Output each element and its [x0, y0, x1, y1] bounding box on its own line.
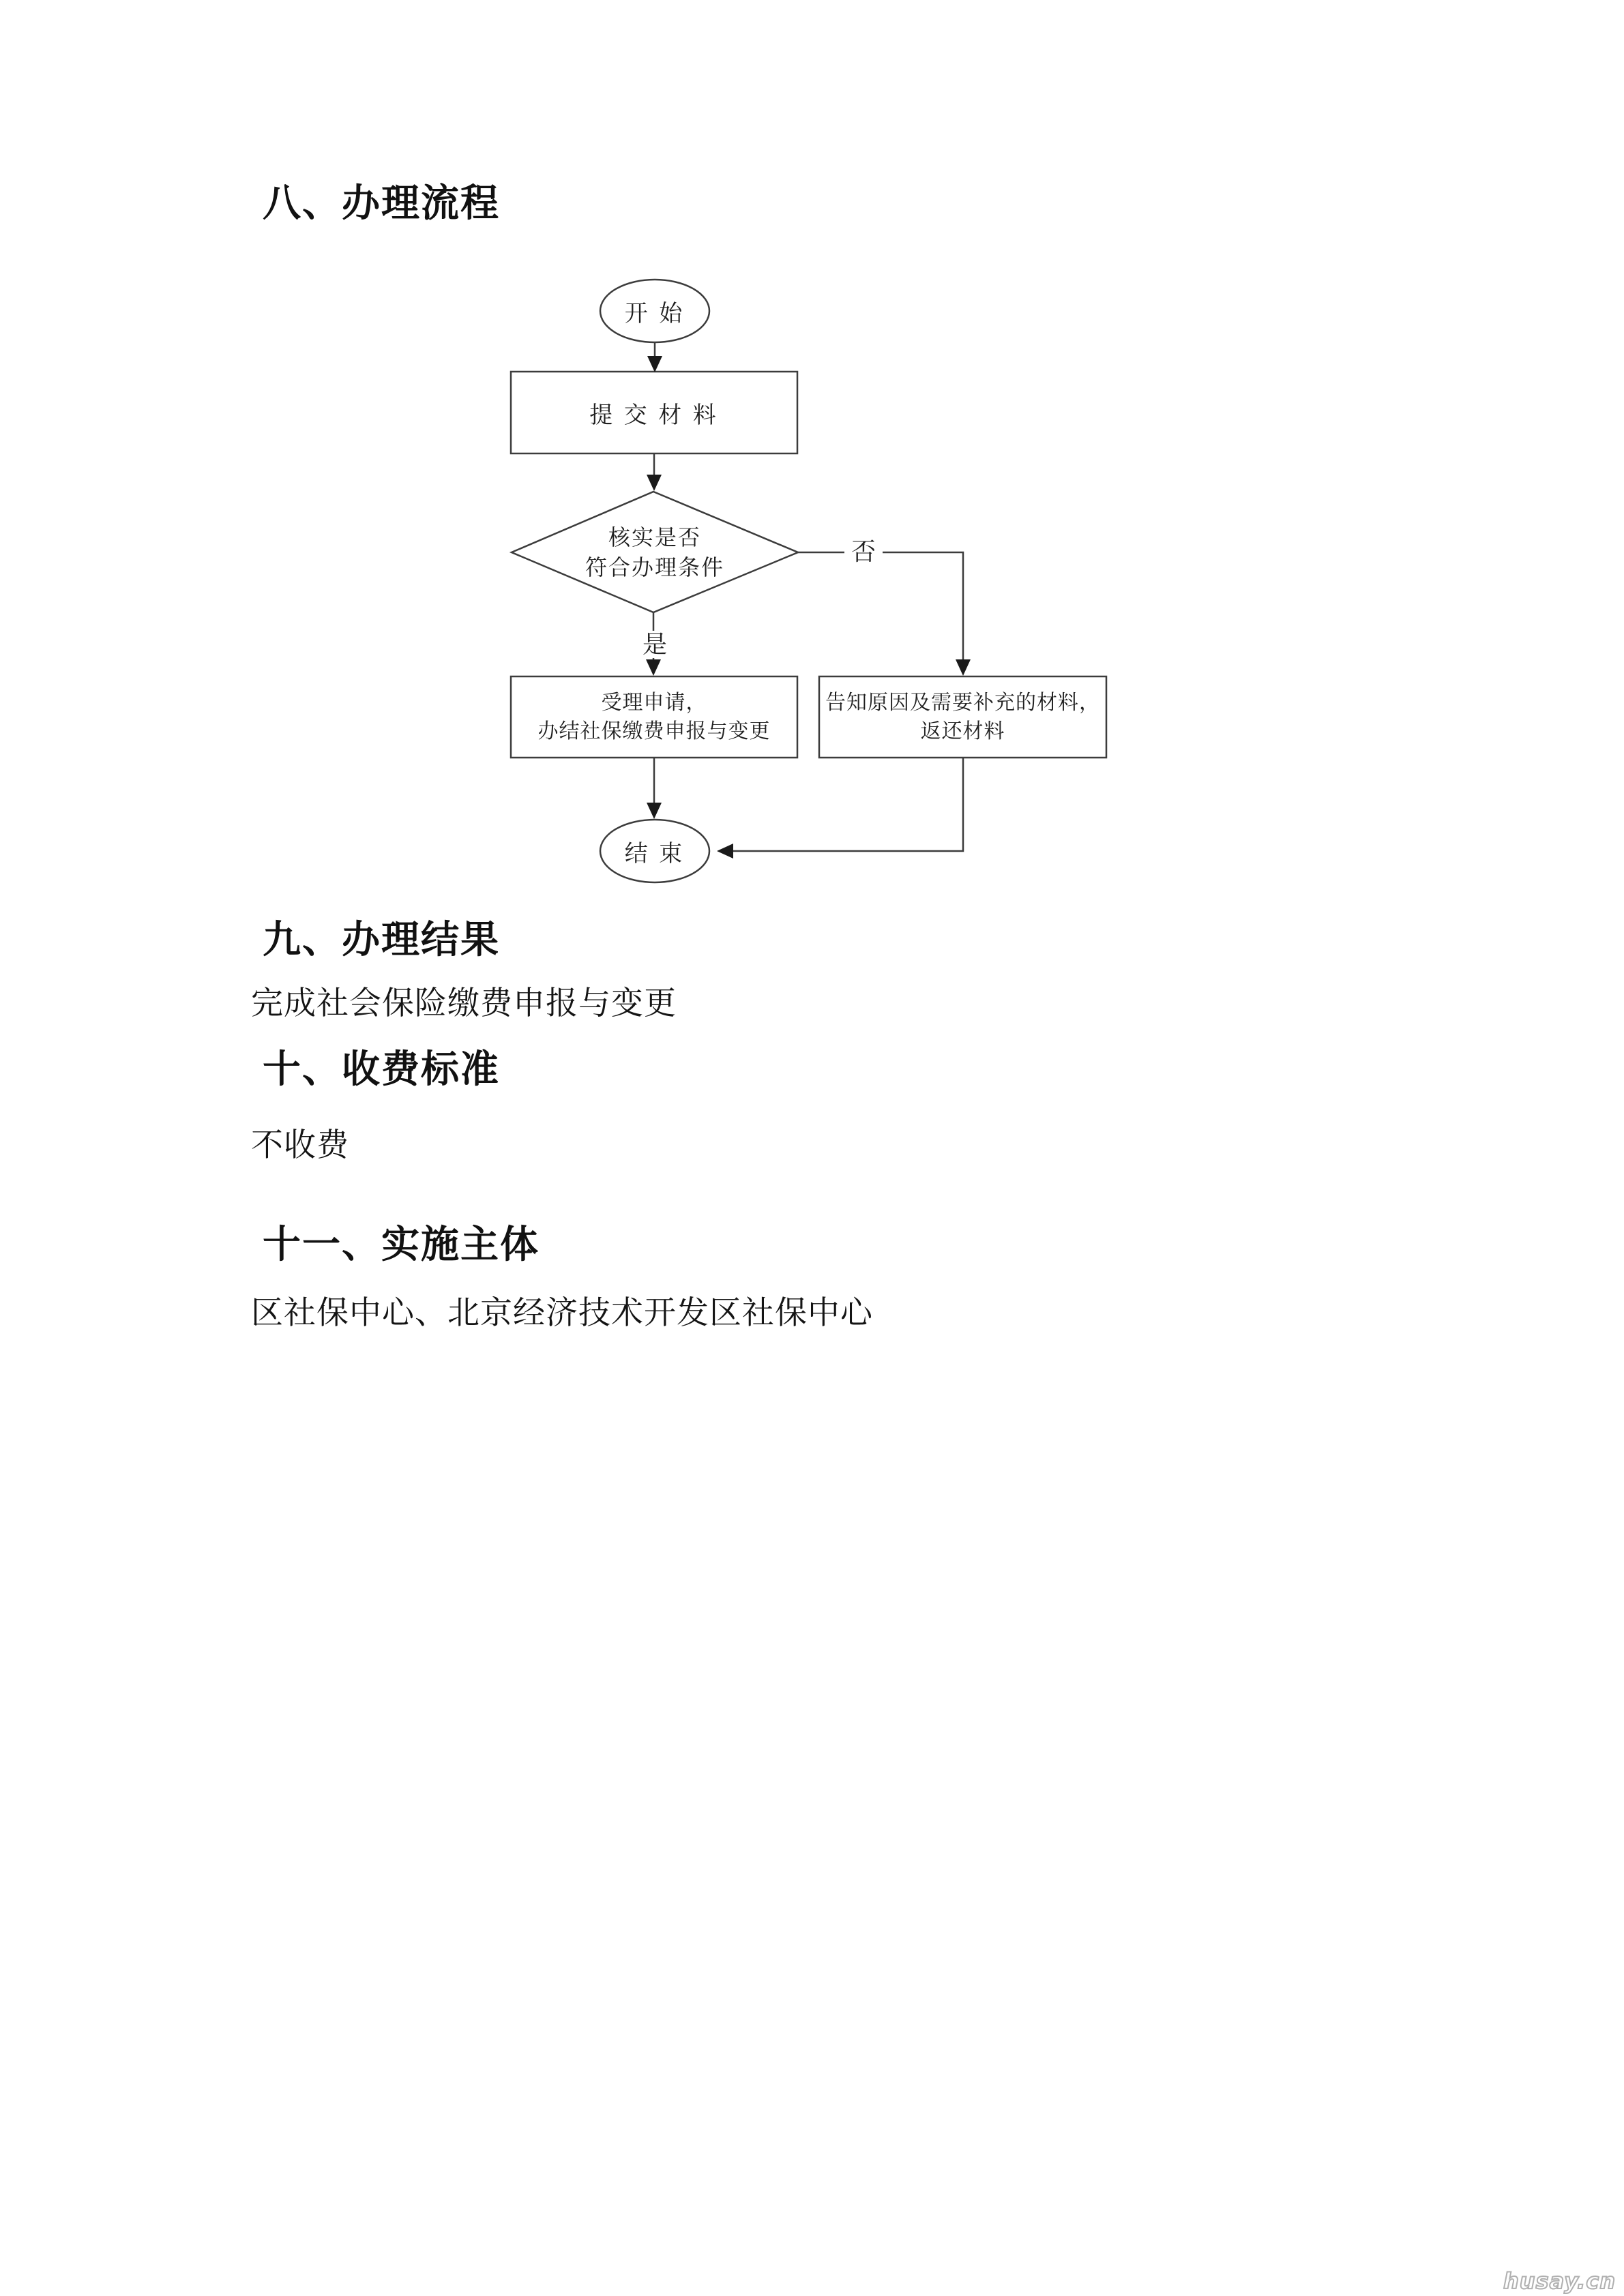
edge-label-yes: 是: [640, 631, 670, 658]
edge-inform-end: [733, 758, 963, 851]
section-body-10: 不收费: [251, 1128, 349, 1163]
arrowhead-decision-inform: [956, 659, 971, 676]
arrowhead-accept-end: [647, 803, 662, 819]
flowchart-node-submit: [511, 373, 797, 452]
section-heading-10: 十、收费标准: [263, 1047, 500, 1090]
arrowhead-inform-end: [717, 844, 733, 859]
edge-decision-inform: [798, 552, 963, 660]
section-body-11: 区社保中心、北京经济技术开发区社保中心: [251, 1296, 873, 1331]
accept-label-line1: 受理申请，: [601, 691, 707, 714]
edge-label-no: 否: [844, 538, 883, 567]
section-heading-8: 八、办理流程: [263, 181, 500, 224]
arrowhead-submit-decision: [647, 475, 662, 491]
flowchart-node-accept: [515, 679, 793, 756]
submit-label: 提 交 材 料: [589, 402, 719, 428]
inform-label-line1: 告知原因及需要补充的材料，: [825, 691, 1100, 714]
accept-label-line2: 办结社保缴费申报与变更: [537, 720, 771, 743]
end-label: 结 束: [624, 841, 685, 867]
arrowhead-decision-accept: [646, 659, 661, 676]
flowchart-node-start: [607, 281, 703, 341]
flowchart-node-decision: [539, 518, 771, 586]
start-label: 开 始: [624, 301, 685, 327]
flowchart-node-inform: [823, 679, 1103, 756]
section-body-9: 完成社会保险缴费申报与变更: [251, 986, 677, 1022]
flowchart-node-end: [607, 821, 703, 881]
decision-label-line1: 核实是否: [608, 525, 701, 550]
section-heading-9: 九、办理结果: [263, 918, 500, 961]
watermark-text: husay.cn: [1503, 2268, 1616, 2294]
inform-label-line2: 返还材料: [920, 720, 1005, 743]
arrowhead-start-submit: [647, 356, 662, 372]
decision-label-line2: 符合办理条件: [585, 555, 724, 580]
section-heading-11: 十一、实施主体: [263, 1223, 540, 1266]
